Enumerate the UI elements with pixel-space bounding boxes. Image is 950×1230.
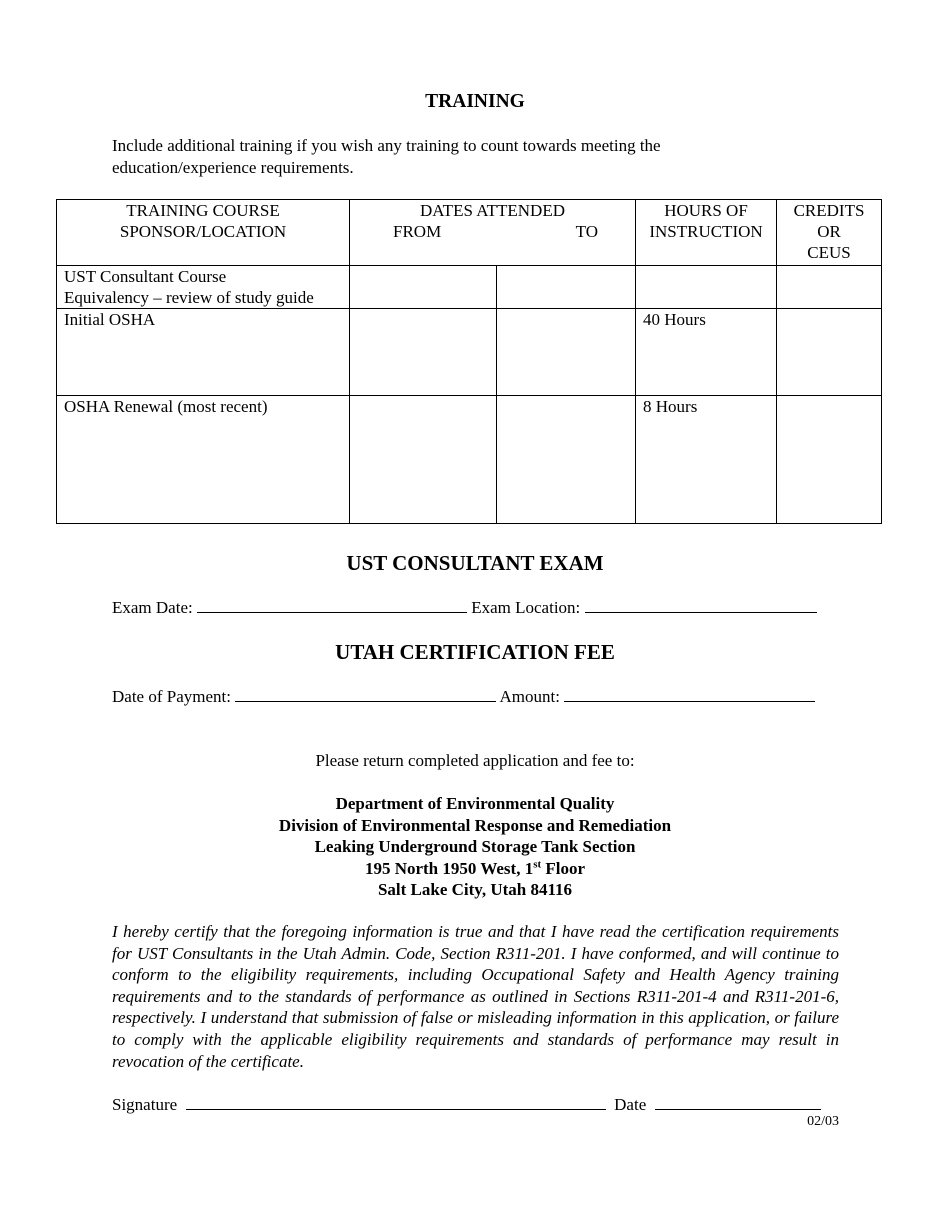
training-title: TRAINING	[425, 91, 525, 112]
amount-label: Amount:	[499, 687, 560, 706]
from-cell[interactable]	[350, 396, 497, 524]
amount-field[interactable]	[564, 685, 815, 702]
revision-code: 02/03	[807, 1114, 839, 1129]
hours-cell[interactable]: 40 Hours	[636, 309, 777, 396]
from-cell[interactable]	[350, 266, 497, 309]
fee-line	[112, 685, 842, 708]
header-to: TO	[575, 222, 598, 241]
table-header-row	[57, 200, 882, 266]
header-course: TRAINING COURSE SPONSOR/LOCATION	[57, 200, 350, 266]
fee-title: UTAH CERTIFICATION FEE	[335, 640, 615, 664]
exam-date-field[interactable]	[197, 596, 467, 613]
signature-line	[112, 1093, 842, 1116]
credits-cell[interactable]	[777, 266, 882, 309]
signature-date-field[interactable]	[655, 1093, 821, 1110]
exam-location-field[interactable]	[585, 596, 817, 613]
exam-line	[112, 596, 842, 619]
signature-label: Signature	[112, 1095, 178, 1114]
training-intro: Include additional training if you wish any training to count towards meeting the education/experience requirements.	[112, 136, 661, 177]
hours-cell[interactable]	[636, 266, 777, 309]
header-hours: HOURS OF INSTRUCTION	[636, 200, 777, 266]
signature-field[interactable]	[186, 1093, 606, 1110]
exam-location-label: Exam Location:	[471, 598, 581, 617]
table-row	[57, 266, 882, 309]
course-cell: UST Consultant Course Equivalency – review of study guide	[57, 266, 350, 309]
address-line-2: Division of Environmental Response and Remediation	[278, 815, 672, 835]
certification-statement: I hereby certify that the foregoing information is true and that I have read the certification requirements for UST Consultants in the Utah Admin. Code, Section R311-201. I have conformed, and will continue to conform to the eligibility requirements, including Occupational Safety and Health Agency training requirements and to the standards of performance as outlined in Sections R311-201-4 and R311-201-6, respectively. I understand that submission of false or misleading information in this application, or failure to comply with the applicable eligibility requirements and standards of performance may result in revocation of the certificate.	[112, 922, 839, 1071]
to-cell[interactable]	[497, 266, 636, 309]
credits-cell[interactable]	[777, 396, 882, 524]
table-row	[57, 396, 882, 524]
course-cell: Initial OSHA	[57, 309, 350, 396]
return-instruction: Please return completed application and fee to:	[315, 751, 635, 770]
signature-date-label: Date	[614, 1095, 647, 1114]
address-line-4: 195 North 1950 West, 1st Floor	[364, 857, 586, 878]
address-line-3: Leaking Underground Storage Tank Section	[314, 837, 636, 856]
mailing-address	[0, 793, 950, 901]
credits-cell[interactable]	[777, 309, 882, 396]
exam-title: UST CONSULTANT EXAM	[346, 551, 604, 575]
payment-date-label: Date of Payment:	[112, 687, 231, 706]
header-credits: CREDITS OR CEUS	[777, 200, 882, 266]
hours-cell[interactable]: 8 Hours	[636, 396, 777, 524]
address-line-5: Salt Lake City, Utah 84116	[377, 880, 573, 899]
table-row	[57, 309, 882, 396]
address-line-1: Department of Environmental Quality	[335, 794, 615, 813]
payment-date-field[interactable]	[235, 685, 496, 702]
course-cell: OSHA Renewal (most recent)	[57, 396, 350, 524]
from-cell[interactable]	[350, 309, 497, 396]
header-dates: DATES ATTENDED FROM TO	[350, 200, 636, 266]
to-cell[interactable]	[497, 309, 636, 396]
training-table	[56, 199, 882, 524]
to-cell[interactable]	[497, 396, 636, 524]
header-from: FROM	[393, 222, 442, 241]
exam-date-label: Exam Date:	[112, 598, 193, 617]
